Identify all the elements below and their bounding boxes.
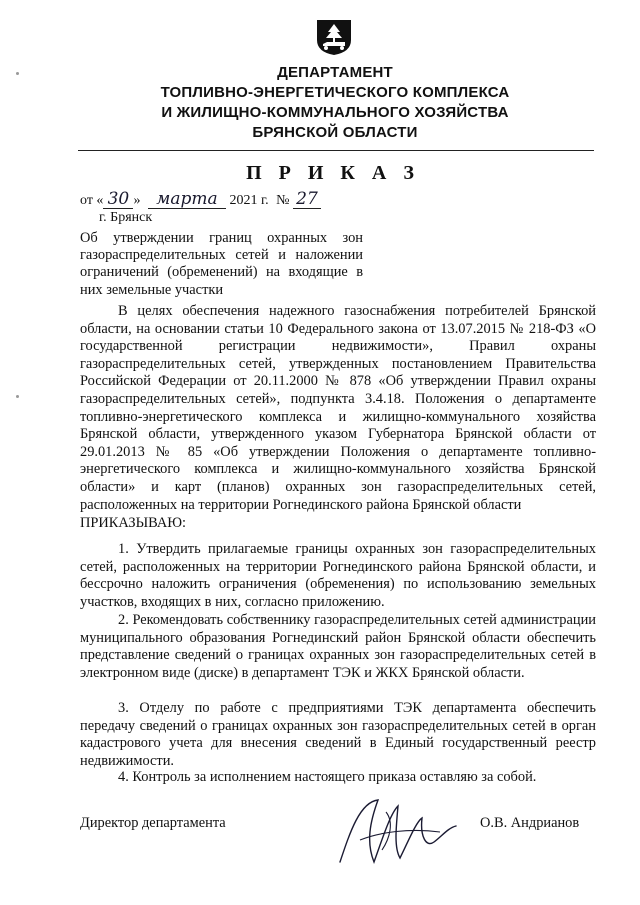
order-item-4: 4. Контроль за исполнением настоящего приказа оставляю за собой.: [118, 769, 537, 785]
department-name-line-2: ТОПЛИВНО-ЭНЕРГЕТИЧЕСКОГО КОМПЛЕКСА: [160, 84, 510, 101]
order-number-prefix: №: [276, 193, 290, 208]
order-month: марта: [148, 190, 226, 209]
order-year: 2021 г.: [229, 193, 269, 208]
coat-of-arms-icon: [314, 18, 354, 56]
signatory-position: Директор департамента: [80, 815, 226, 831]
preamble-paragraph: В целях обеспечения надежного газоснабжения потребителей Брянской области, на основании статьи 10 Федерального закона от 13.07.2015 № 218-ФЗ «О государственной регистрации недвижимости», Правил охраны газораспределительных сетей, утвержденных постановлением Правительства Российской Федерации от 20.11.2000 № 878 «Об утверждении Правил охраны газораспределительных сетей», подпункта 3.4.18. Положения о департаменте топливно-энергетического комплекса и жилищно-коммунального хозяйства Брянской области, утвержденного указом Губернатора Брянской области от 29.01.2013 № 85 «Об утверждении Положения о департаменте топливно-энергетического комплекса и жилищно-коммунального хозяйства Брянской области» и карт (планов) охранных зон газораспределительных сетей, расположенных на территории Рогнединского района Брянской области: [80, 303, 596, 513]
department-name-line-1: ДЕПАРТАМЕНТ: [277, 64, 393, 81]
department-name-line-3: И ЖИЛИЩНО-КОММУНАЛЬНОГО ХОЗЯЙСТВА: [161, 104, 509, 121]
order-city: г. Брянск: [99, 210, 153, 225]
order-number: 27: [293, 190, 321, 209]
date-quote-close: »: [133, 193, 141, 208]
date-prefix: от «: [80, 193, 104, 208]
order-date-line: [80, 190, 321, 209]
order-item-1: 1. Утвердить прилагаемые границы охранных зон газораспределительных сетей, расположенных на территории Рогнединского района Брянской области, и бессрочно наложить ограничения (обременения) по использованию земельных участков, входящих в них, согласно приложению.: [80, 541, 596, 610]
department-name-line-4: БРЯНСКОЙ ОБЛАСТИ: [252, 124, 418, 141]
order-subject: Об утверждении границ охранных зон газораспределительных сетей и наложении ограничений (обременений) на входящие в них земельные участки: [80, 230, 363, 298]
document-title: П Р И К А З: [246, 162, 420, 184]
scan-speck: [16, 395, 19, 398]
order-item-2: 2. Рекомендовать собственнику газораспределительных сетей администрации муниципального образования Рогнединский район Брянской области обеспечить представление сведений о границах охранных зон газораспределительных сетей в электронном виде (диске) в департамент ТЭК и ЖКХ Брянской области.: [80, 612, 596, 681]
header-divider: [78, 150, 594, 151]
signatory-name: О.В. Андрианов: [480, 815, 580, 831]
order-item-3: 3. Отделу по работе с предприятиями ТЭК департамента обеспечить передачу сведений о границах охранных зон газораспределительных сетей в орган кадастрового учета для внесения сведений в Единый государственный реестр недвижимости.: [80, 700, 596, 769]
order-day: 30: [103, 190, 133, 209]
order-word: ПРИКАЗЫВАЮ:: [80, 515, 187, 531]
director-signature: [330, 792, 470, 872]
scan-speck: [16, 72, 19, 75]
